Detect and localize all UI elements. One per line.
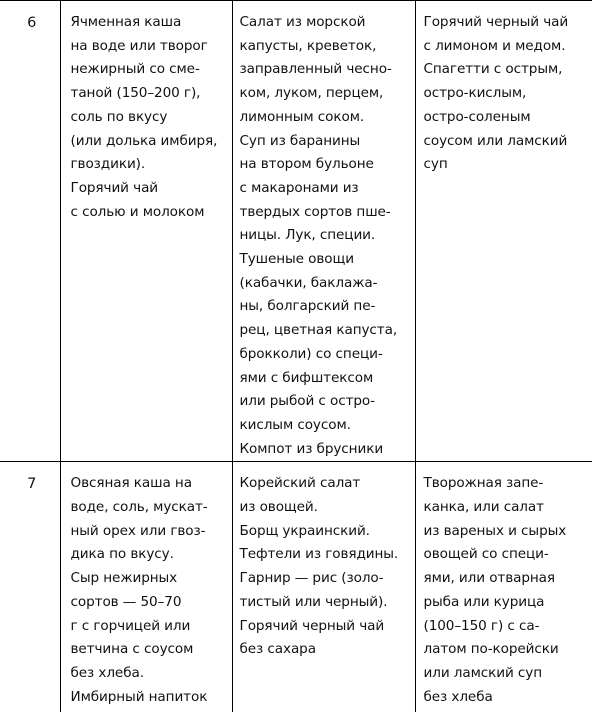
menu-text-line: (100–150 г) с са- (423, 617, 540, 634)
menu-text-line: с макаронами из (239, 179, 359, 196)
menu-text-line: Салат из морской (239, 14, 366, 30)
menu-text-line: Компот из брусники (239, 440, 384, 457)
day-number-cell (0, 1, 60, 462)
menu-text-line: с лимоном и медом. (423, 37, 566, 54)
menu-text-line: соусом или ламский (423, 132, 568, 149)
menu-text-line: Творожная запе- (423, 475, 544, 492)
menu-text-line: Спагетти с острым, (423, 61, 563, 78)
menu-text-line: канка, или салат (423, 499, 544, 516)
day-number-cell (0, 462, 60, 713)
menu-text-line: латом по-корейски (423, 641, 559, 658)
menu-text-line: овощей со специ- (423, 546, 549, 563)
day-number: 6 (27, 15, 37, 31)
lunch-cell (232, 1, 415, 462)
menu-text-line: капусты, креветок, (239, 37, 377, 54)
menu-text-line: Горячий чай (70, 179, 159, 196)
menu-text-line: Суп из баранины (239, 132, 361, 149)
menu-text-line: заправленный чесно- (239, 61, 392, 78)
menu-text-line: Горячий черный чай (423, 14, 569, 30)
menu-text-line: на втором бульоне (239, 156, 374, 173)
menu-text-line: остро-кислым, (423, 85, 527, 102)
menu-text-line: кислым соусом. (239, 416, 351, 433)
menu-text-line: без хлеба. (70, 664, 144, 681)
menu-text-line: с солью и молоком (70, 203, 205, 220)
menu-text-line: или рыбой с остро- (239, 393, 375, 410)
lunch-cell (232, 462, 415, 713)
menu-text-line: соль по вкусу (70, 108, 168, 125)
menu-text-line: таной (150–200 г), (70, 85, 201, 102)
menu-text-line: или ламский суп (423, 664, 543, 681)
menu-text-line: Имбирный напиток (70, 688, 208, 705)
breakfast-cell (60, 462, 232, 713)
menu-text-line: воде, соль, мускат- (70, 499, 208, 516)
menu-text-line: тистый или черный). (239, 593, 388, 610)
menu-text-line: из овощей. (239, 499, 318, 516)
menu-text-line: ком, луком, перцем, (239, 85, 384, 102)
menu-text-line: Сыр нежирных (70, 570, 178, 587)
menu-text-line: ями, или отварная (423, 570, 555, 587)
menu-text-line: твердых сортов пше- (239, 203, 391, 220)
menu-text-line: г с горчицей или (70, 617, 191, 634)
menu-text-line: Борщ украинский. (239, 522, 370, 539)
menu-text-line: ветчина с соусом (70, 641, 194, 658)
menu-text-line: из вареных и сырых (423, 522, 567, 539)
menu-text-line: ны, болгарский пе- (239, 298, 376, 315)
table-row-day-7 (0, 462, 592, 713)
menu-text-line: Тефтели из говядины. (239, 546, 399, 563)
menu-text-line: рыба или курица (423, 593, 545, 610)
menu-text-line: без сахара (239, 641, 316, 658)
menu-text-line: дика по вкусу. (70, 546, 174, 563)
menu-text-line: суп (423, 156, 448, 173)
table-row-day-6 (0, 1, 592, 462)
menu-text-line: сортов — 50–70 (70, 593, 182, 610)
menu-text-line: брокколи) со специ- (239, 345, 383, 362)
menu-text-line: ный орех или гвоз- (70, 522, 206, 539)
menu-text-line: (кабачки, баклажа- (239, 274, 378, 291)
menu-text-line: Корейский салат (239, 475, 361, 492)
menu-text-line: нежирный со сме- (70, 61, 200, 78)
menu-text-line: Тушеные овощи (239, 251, 354, 268)
menu-text-line: (или долька имбиря, (70, 132, 218, 149)
menu-text-line: ницы. Лук, специи. (239, 227, 376, 244)
menu-text-line: ями с бифштексом (239, 369, 374, 386)
breakfast-cell (60, 1, 232, 462)
menu-text-line: Горячий черный чай (239, 617, 385, 634)
menu-text-line: без хлеба (423, 688, 493, 705)
menu-text-line: лимонным соком. (239, 108, 365, 125)
menu-text-line: гвоздики). (70, 156, 146, 173)
day-number: 7 (27, 476, 37, 493)
dinner-cell (415, 462, 592, 713)
menu-text-line: рец, цветная капуста, (239, 322, 398, 339)
menu-text-line: на воде или творог (70, 37, 208, 54)
menu-text-line: остро-соленым (423, 108, 531, 125)
menu-text-line: Гарнир — рис (золо- (239, 570, 384, 587)
menu-text-line: Ячменная каша (70, 14, 182, 30)
menu-text-line: Овсяная каша на (70, 475, 192, 492)
dinner-cell (415, 1, 592, 462)
